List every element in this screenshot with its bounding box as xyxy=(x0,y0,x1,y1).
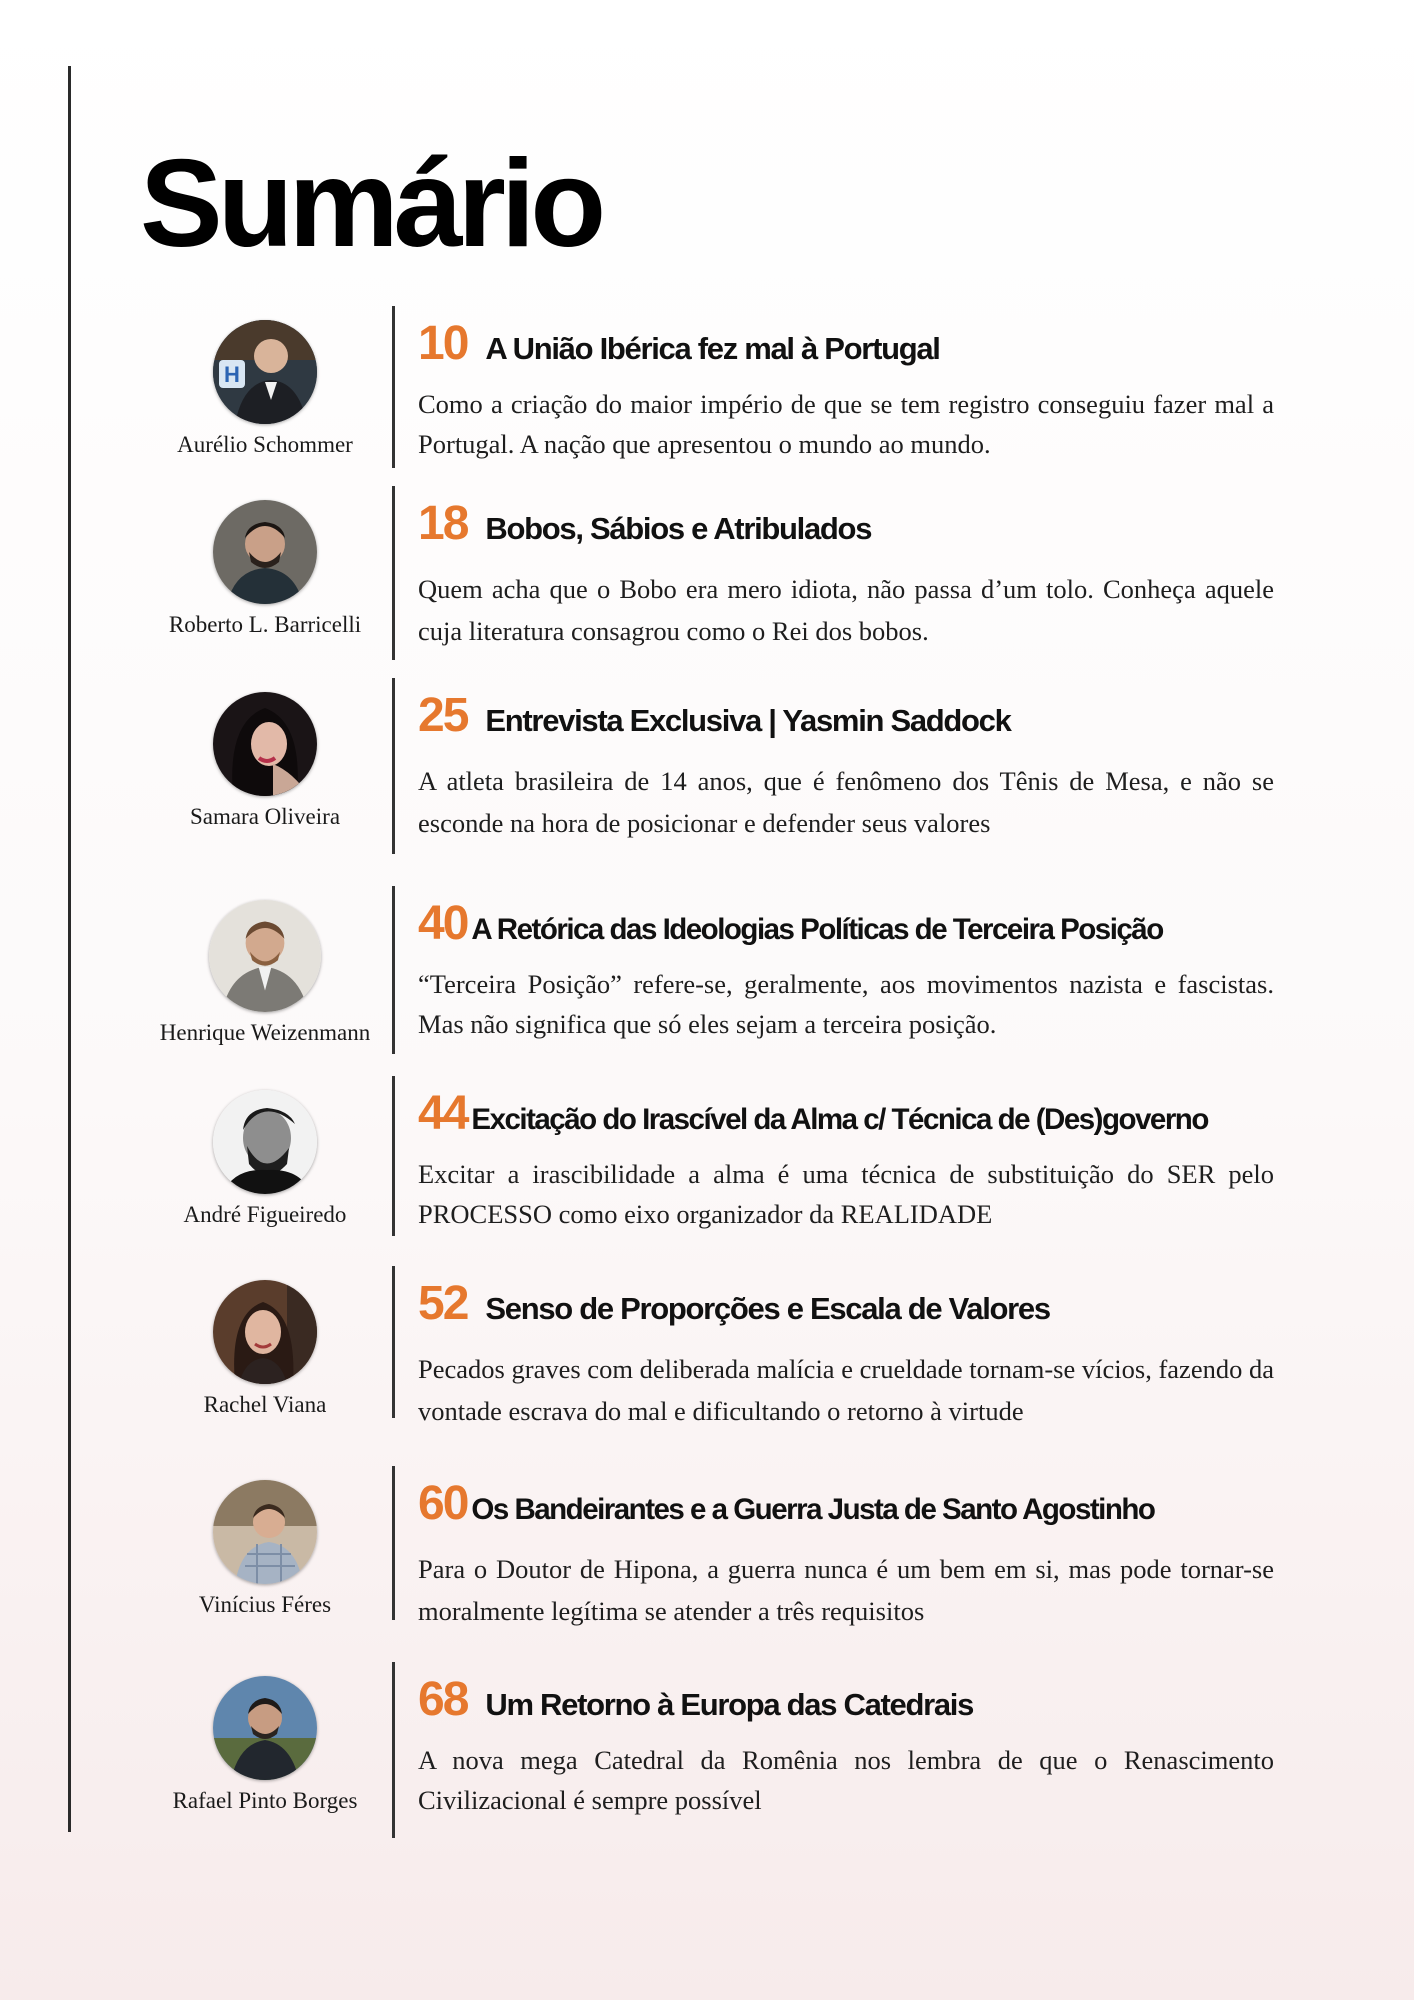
entry-divider xyxy=(392,306,395,468)
author-name: Henrique Weizenmann xyxy=(159,1020,371,1045)
author-block xyxy=(140,500,390,638)
author-name: Vinícius Féres xyxy=(198,1592,332,1617)
entry-divider xyxy=(392,678,395,854)
article-description: A nova mega Catedral da Romênia nos lembra de que o Renascimento Civilizacional é sempre possível xyxy=(418,1745,1274,1815)
article-title[interactable]: Entrevista Exclusiva | Yasmin Saddock xyxy=(485,703,1011,738)
page-title: Sumário xyxy=(140,135,602,273)
author-avatar xyxy=(213,320,317,424)
article-title[interactable]: Senso de Proporções e Escala de Valores xyxy=(485,1291,1050,1326)
author-avatar xyxy=(213,1480,317,1584)
author-block xyxy=(140,692,390,830)
left-divider-line xyxy=(68,66,71,1832)
entry-content xyxy=(418,1673,1274,1820)
article-title[interactable]: Um Retorno à Europa das Catedrais xyxy=(485,1687,974,1722)
article-title[interactable]: Excitação do Irascível da Alma c/ Técnica de (Des)governo xyxy=(471,1103,1208,1136)
author-name: Samara Oliveira xyxy=(189,804,341,829)
author-block xyxy=(140,1090,390,1228)
author-block xyxy=(140,1280,390,1418)
author-name: André Figueiredo xyxy=(183,1202,347,1227)
author-avatar xyxy=(209,900,321,1012)
page-number: 18 xyxy=(418,497,468,550)
svg-text:H: H xyxy=(224,362,240,387)
entry-divider xyxy=(392,1662,395,1838)
entry-content xyxy=(418,689,1274,844)
author-name: Aurélio Schommer xyxy=(177,432,353,457)
article-description: “Terceira Posição” refere-se, geralmente, aos movimentos nazista e fascistas. Mas não significa que só eles sejam a terceira posição. xyxy=(418,969,1274,1039)
article-description: Pecados graves com deliberada malícia e crueldade tornam-se vícios, fazendo da vontade escrava do mal e dificultando o retorno à virtude xyxy=(418,1354,1274,1426)
author-block xyxy=(140,320,390,458)
author-name: Rachel Viana xyxy=(203,1392,327,1417)
article-description: A atleta brasileira de 14 anos, que é fenômeno dos Tênis de Mesa, e não se esconde na hora de posicionar e defender seus valores xyxy=(418,766,1274,838)
article-title[interactable]: Bobos, Sábios e Atribulados xyxy=(485,511,872,546)
article-description: Excitar a irascibilidade a alma é uma técnica de substituição do SER pelo PROCESSO como eixo organizador da REALIDADE xyxy=(418,1159,1274,1229)
author-avatar xyxy=(213,1090,317,1194)
page-number: 40 xyxy=(418,897,468,950)
author-name: Roberto L. Barricelli xyxy=(168,612,362,637)
page-number: 10 xyxy=(418,317,468,370)
page-number: 52 xyxy=(418,1277,468,1330)
author-avatar xyxy=(213,1280,317,1384)
author-avatar xyxy=(213,500,317,604)
author-block xyxy=(140,900,390,1046)
author-block xyxy=(140,1676,390,1814)
page-number: 25 xyxy=(418,689,468,742)
author-block xyxy=(140,1480,390,1618)
page-number: 68 xyxy=(418,1673,468,1726)
article-description: Quem acha que o Bobo era mero idiota, não passa d’um tolo. Conheça aquele cuja literatura consagrou como o Rei dos bobos. xyxy=(418,574,1274,646)
article-description: Para o Doutor de Hipona, a guerra nunca é um bem em si, mas pode tornar-se moralmente legítima se atender a três requisitos xyxy=(418,1554,1274,1626)
page-number: 44 xyxy=(418,1087,468,1140)
entry-divider xyxy=(392,1076,395,1236)
entry-divider xyxy=(392,886,395,1054)
entry-divider xyxy=(392,1266,395,1418)
entry-content xyxy=(418,1277,1274,1432)
author-avatar xyxy=(213,692,317,796)
article-title[interactable]: A Retórica das Ideologias Políticas de Terceira Posição xyxy=(471,913,1163,946)
article-title[interactable]: Os Bandeirantes e a Guerra Justa de Santo Agostinho xyxy=(471,1493,1155,1526)
article-title[interactable]: A União Ibérica fez mal à Portugal xyxy=(485,331,940,366)
entry-divider xyxy=(392,1466,395,1620)
entry-content xyxy=(418,897,1274,1044)
entry-content xyxy=(418,1477,1274,1632)
entry-content xyxy=(418,1087,1274,1234)
entry-divider xyxy=(392,486,395,660)
entry-content xyxy=(418,497,1274,652)
author-avatar xyxy=(213,1676,317,1780)
page-number: 60 xyxy=(418,1477,468,1530)
entry-content xyxy=(418,317,1274,464)
article-description: Como a criação do maior império de que se tem registro conseguiu fazer mal a Portugal. A nação que apresentou o mundo ao mundo. xyxy=(418,389,1274,459)
author-name: Rafael Pinto Borges xyxy=(172,1788,358,1813)
